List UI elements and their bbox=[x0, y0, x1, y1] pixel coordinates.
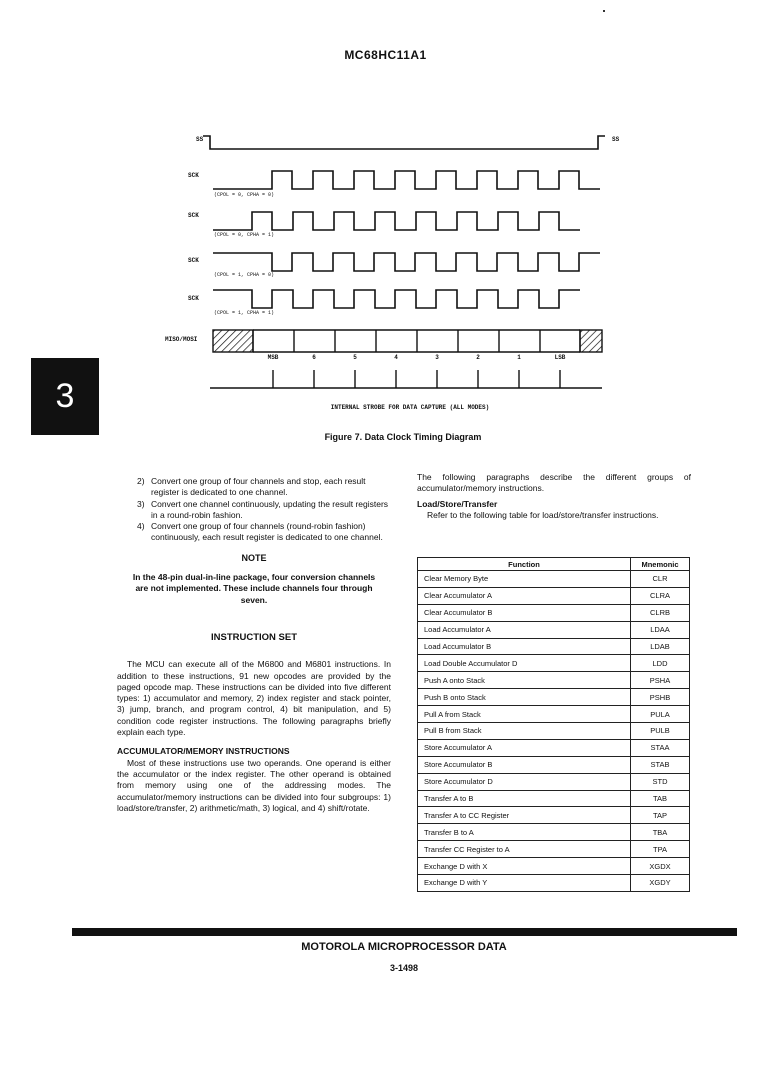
bit-label-5: 5 bbox=[353, 354, 357, 361]
function-cell: Transfer B to A bbox=[418, 824, 631, 841]
paragraph: Refer to the following table for load/store/transfer instructions. bbox=[427, 509, 659, 520]
mnemonic-cell: LDAB bbox=[631, 638, 690, 655]
table-row bbox=[418, 706, 690, 723]
mode-label-1: (CPOL = 0, CPHA = 0) bbox=[214, 192, 275, 198]
table-row bbox=[418, 655, 690, 672]
subheading: Load/Store/Transfer bbox=[417, 498, 498, 509]
right-column bbox=[417, 472, 691, 521]
mnemonic-cell: PSHA bbox=[631, 672, 690, 689]
mode-label-2: (CPOL = 0, CPHA = 1) bbox=[214, 232, 275, 238]
sck-label-3: SCK bbox=[188, 257, 199, 264]
function-cell: Push B onto Stack bbox=[418, 689, 631, 706]
function-cell: Pull A from Stack bbox=[418, 706, 631, 723]
mnemonic-cell: STAA bbox=[631, 739, 690, 756]
bit-label-1: 1 bbox=[517, 354, 521, 361]
mnemonic-cell: PSHB bbox=[631, 689, 690, 706]
ss-label-right: SS bbox=[612, 136, 620, 143]
table-row bbox=[418, 587, 690, 604]
note-body: In the 48-pin dual-in-line package, four conversion channels are not implemented. These include channels four through seven. bbox=[132, 572, 376, 605]
list-number: 4) bbox=[137, 521, 145, 532]
bit-label-lsb: LSB bbox=[554, 354, 566, 361]
function-cell: Clear Accumulator A bbox=[418, 587, 631, 604]
mnemonic-cell: TAB bbox=[631, 790, 690, 807]
sck-label-1: SCK bbox=[188, 172, 199, 179]
table-row bbox=[418, 689, 690, 706]
table-row bbox=[418, 571, 690, 588]
mnemonic-cell: STD bbox=[631, 773, 690, 790]
list-item bbox=[117, 476, 391, 499]
bit-label-6: 6 bbox=[312, 354, 316, 361]
table-row bbox=[418, 824, 690, 841]
function-cell: Clear Accumulator B bbox=[418, 604, 631, 621]
function-cell: Exchange D with X bbox=[418, 858, 631, 875]
function-cell: Load Double Accumulator D bbox=[418, 655, 631, 672]
table-row bbox=[418, 638, 690, 655]
section-heading: INSTRUCTION SET bbox=[210, 631, 298, 643]
instruction-table bbox=[417, 557, 690, 892]
sck-waveform-2 bbox=[213, 212, 580, 230]
timing-diagram bbox=[0, 0, 771, 420]
list-item bbox=[117, 521, 391, 544]
mnemonic-cell: LDAA bbox=[631, 621, 690, 638]
list-number: 3) bbox=[137, 498, 145, 509]
mnemonic-cell: TBA bbox=[631, 824, 690, 841]
list-text: Convert one channel continuously, updating the result registers in a round-robin fashion. bbox=[151, 498, 389, 520]
table-header-row bbox=[418, 558, 690, 571]
mnemonic-cell: CLRB bbox=[631, 604, 690, 621]
paragraph: The following paragraphs describe the different groups of accumulator/memory instructions. bbox=[417, 472, 691, 494]
sck-label-4: SCK bbox=[188, 295, 199, 302]
paragraph: The MCU can execute all of the M6800 and M6801 instructions. In addition to these instructions, 91 new opcodes are provided by the paged opcode map. These instructions can be divided into five different types: 1) accumulator and memory, 2) index register and stack pointer, 3) jump, branch, and program control, 4) bit manipulation, and 5) condition code register instructions. The following paragraphs briefly explain each type. bbox=[117, 659, 391, 738]
miso-mosi-label: MISO/MOSI bbox=[165, 336, 198, 343]
function-cell: Store Accumulator B bbox=[418, 756, 631, 773]
ss-waveform bbox=[203, 136, 605, 149]
table-row bbox=[418, 807, 690, 824]
table-row bbox=[418, 604, 690, 621]
table-body bbox=[418, 571, 690, 892]
bit-label-2: 2 bbox=[476, 354, 480, 361]
mnemonic-cell: PULA bbox=[631, 706, 690, 723]
mnemonic-cell: STAB bbox=[631, 756, 690, 773]
sck-waveform-1 bbox=[213, 171, 600, 189]
table-row bbox=[418, 773, 690, 790]
page-number: 3-1498 bbox=[389, 963, 419, 973]
function-cell: Load Accumulator A bbox=[418, 621, 631, 638]
function-cell: Store Accumulator A bbox=[418, 739, 631, 756]
mode-label-3: (CPOL = 1, CPHA = 0) bbox=[214, 272, 275, 278]
footer-title: MOTOROLA MICROPROCESSOR DATA bbox=[301, 941, 507, 953]
sck-label-2: SCK bbox=[188, 212, 199, 219]
function-cell: Transfer A to CC Register bbox=[418, 807, 631, 824]
table-row bbox=[418, 875, 690, 892]
mnemonic-cell: CLR bbox=[631, 571, 690, 588]
function-cell: Clear Memory Byte bbox=[418, 571, 631, 588]
subheading: ACCUMULATOR/MEMORY INSTRUCTIONS bbox=[117, 746, 290, 757]
mnemonic-cell: TPA bbox=[631, 841, 690, 858]
strobe-caption: INTERNAL STROBE FOR DATA CAPTURE (ALL MODES) bbox=[330, 404, 490, 411]
section-tab-number: 3 bbox=[55, 377, 75, 415]
table-row bbox=[418, 790, 690, 807]
function-cell: Transfer CC Register to A bbox=[418, 841, 631, 858]
mnemonic-cell: XGDY bbox=[631, 875, 690, 892]
table-row bbox=[418, 621, 690, 638]
mnemonic-cell: LDD bbox=[631, 655, 690, 672]
function-cell: Push A onto Stack bbox=[418, 672, 631, 689]
sck-waveform-3 bbox=[213, 253, 600, 271]
bit-label-4: 4 bbox=[394, 354, 398, 361]
figure-caption: Figure 7. Data Clock Timing Diagram bbox=[324, 432, 482, 442]
miso-mosi-data bbox=[213, 330, 602, 352]
left-column bbox=[117, 476, 391, 814]
paragraph: Most of these instructions use two operands. One operand is either the accumulator or the index register. The other operand is obtained from memory using one of the addressing modes. The accumulator/memory instructions can be divided into four subgroups: 1) load/store/transfer, 2) arithmetic/math, 3) logical, and 4) shift/rotate. bbox=[117, 757, 391, 813]
column-header-mnemonic: Mnemonic bbox=[631, 558, 690, 571]
table-row bbox=[418, 739, 690, 756]
table-row bbox=[418, 723, 690, 740]
list-number: 2) bbox=[137, 476, 145, 486]
bit-label-3: 3 bbox=[435, 354, 439, 361]
column-header-function: Function bbox=[418, 558, 631, 571]
function-cell: Store Accumulator D bbox=[418, 773, 631, 790]
table-row bbox=[418, 841, 690, 858]
mnemonic-cell: CLRA bbox=[631, 587, 690, 604]
list-text: Convert one group of four channels and stop, each result register is dedicated to one channel. bbox=[151, 476, 366, 498]
mode-label-4: (CPOL = 1, CPHA = 1) bbox=[214, 310, 275, 316]
sck-waveform-4 bbox=[213, 290, 580, 308]
function-cell: Exchange D with Y bbox=[418, 875, 631, 892]
list-item bbox=[117, 499, 391, 522]
ss-label-left: SS bbox=[196, 136, 204, 143]
bit-label-msb: MSB bbox=[267, 354, 279, 361]
table-row bbox=[418, 756, 690, 773]
mnemonic-cell: TAP bbox=[631, 807, 690, 824]
mnemonic-cell: PULB bbox=[631, 723, 690, 740]
mnemonic-cell: XGDX bbox=[631, 858, 690, 875]
function-cell: Pull B from Stack bbox=[418, 723, 631, 740]
list-text: Convert one group of four channels (round-robin fashion) continuously, each result register is dedicated to one channel. bbox=[151, 521, 383, 543]
footer-rule bbox=[72, 928, 737, 936]
function-cell: Transfer A to B bbox=[418, 790, 631, 807]
page-title: MC68HC11A1 bbox=[344, 48, 427, 62]
strobe-line bbox=[210, 370, 602, 388]
table-row bbox=[418, 672, 690, 689]
note-heading: NOTE bbox=[241, 552, 267, 563]
table-row bbox=[418, 858, 690, 875]
function-cell: Load Accumulator B bbox=[418, 638, 631, 655]
instruction-table-container bbox=[417, 557, 690, 892]
